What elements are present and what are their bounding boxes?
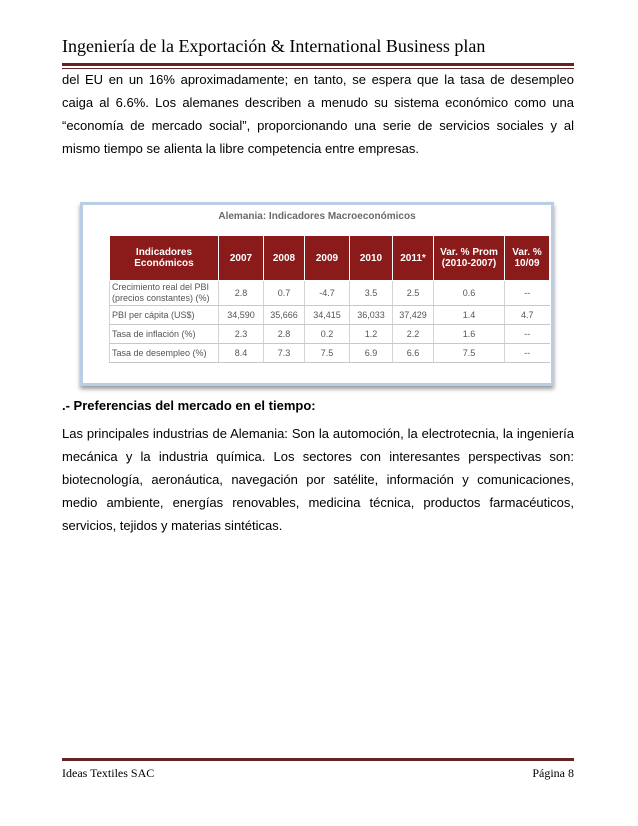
- table-row-label: Tasa de inflación (%): [110, 325, 219, 344]
- table-row-label: Tasa de desempleo (%): [110, 344, 219, 363]
- table-cell: 2.8: [264, 325, 305, 344]
- table-cell: 0.6: [434, 281, 505, 306]
- table-cell: 6.6: [393, 344, 434, 363]
- table-row: [110, 281, 550, 306]
- table-cell: 7.5: [305, 344, 350, 363]
- table-header-cell: Var. % Prom (2010-2007): [434, 236, 505, 281]
- table-cell: 1.6: [434, 325, 505, 344]
- table-header-cell: 2010: [350, 236, 393, 281]
- table-row: [110, 325, 550, 344]
- table-cell: 1.4: [434, 306, 505, 325]
- table-cell: 0.7: [264, 281, 305, 306]
- table-row-label: PBI per cápita (US$): [110, 306, 219, 325]
- body-paragraph-2: Las principales industrias de Alemania: Son la automoción, la electrotecnia, la ingeniería mecánica y la industria química. Los sectores con interesantes perspectivas son: biotecnología, aeronáutica, navegación por satélite, información y comunicaciones, medio ambiente, energías renovables, medicina técnica, productos farmacéuticos, servicios, tejidos y materias sintéticas.: [62, 426, 574, 533]
- figure-title: Alemania: Indicadores Macroeconómicos: [218, 211, 416, 222]
- table-cell: --: [505, 281, 550, 306]
- table-cell: -4.7: [305, 281, 350, 306]
- footer-company: Ideas Textiles SAC: [62, 766, 155, 780]
- table-cell: 36,033: [350, 306, 393, 325]
- table-cell: 2.8: [219, 281, 264, 306]
- table-cell: 8.4: [219, 344, 264, 363]
- table-cell: 37,429: [393, 306, 434, 325]
- table-cell: 34,590: [219, 306, 264, 325]
- table-cell: 3.5: [350, 281, 393, 306]
- table-cell: 7.3: [264, 344, 305, 363]
- page-header-title: Ingeniería de la Exportación & International Business plan: [62, 36, 486, 56]
- section-heading: .- Preferencias del mercado en el tiempo:: [62, 398, 316, 413]
- table-cell: 6.9: [350, 344, 393, 363]
- table-cell: 4.7: [505, 306, 550, 325]
- table-row: [110, 306, 550, 325]
- header-rule: [62, 63, 574, 66]
- table-cell: 7.5: [434, 344, 505, 363]
- table-cell: 2.5: [393, 281, 434, 306]
- table-header-cell: 2009: [305, 236, 350, 281]
- table-header-row: [110, 236, 550, 281]
- table-cell: 34,415: [305, 306, 350, 325]
- table-cell: 2.2: [393, 325, 434, 344]
- table-cell: --: [505, 325, 550, 344]
- table-cell: 1.2: [350, 325, 393, 344]
- table-row-label: Crecimiento real del PBI (precios constantes) (%): [110, 281, 219, 306]
- table-cell: 35,666: [264, 306, 305, 325]
- table-header-cell: Var. % 10/09: [505, 236, 550, 281]
- table-header-cell: 2008: [264, 236, 305, 281]
- footer-rule: [62, 758, 574, 761]
- table-header-cell: 2007: [219, 236, 264, 281]
- table-header-cell: Indicadores Económicos: [110, 236, 219, 281]
- table-cell: --: [505, 344, 550, 363]
- footer-page-number: Página 8: [532, 766, 574, 780]
- indicators-table: [109, 235, 550, 363]
- table-cell: 2.3: [219, 325, 264, 344]
- table-row: [110, 344, 550, 363]
- table-header-cell: 2011*: [393, 236, 434, 281]
- macro-indicators-figure: [80, 202, 554, 386]
- body-paragraph-1: del EU en un 16% aproximadamente; en tanto, se espera que la tasa de desempleo caiga al 6.6%. Los alemanes describen a menudo su sistema económico como una “economía de mercado social”, proporcionando una serie de servicios sociales y al mismo tiempo se alienta la libre competencia entre empresas.: [62, 72, 574, 156]
- table-cell: 0.2: [305, 325, 350, 344]
